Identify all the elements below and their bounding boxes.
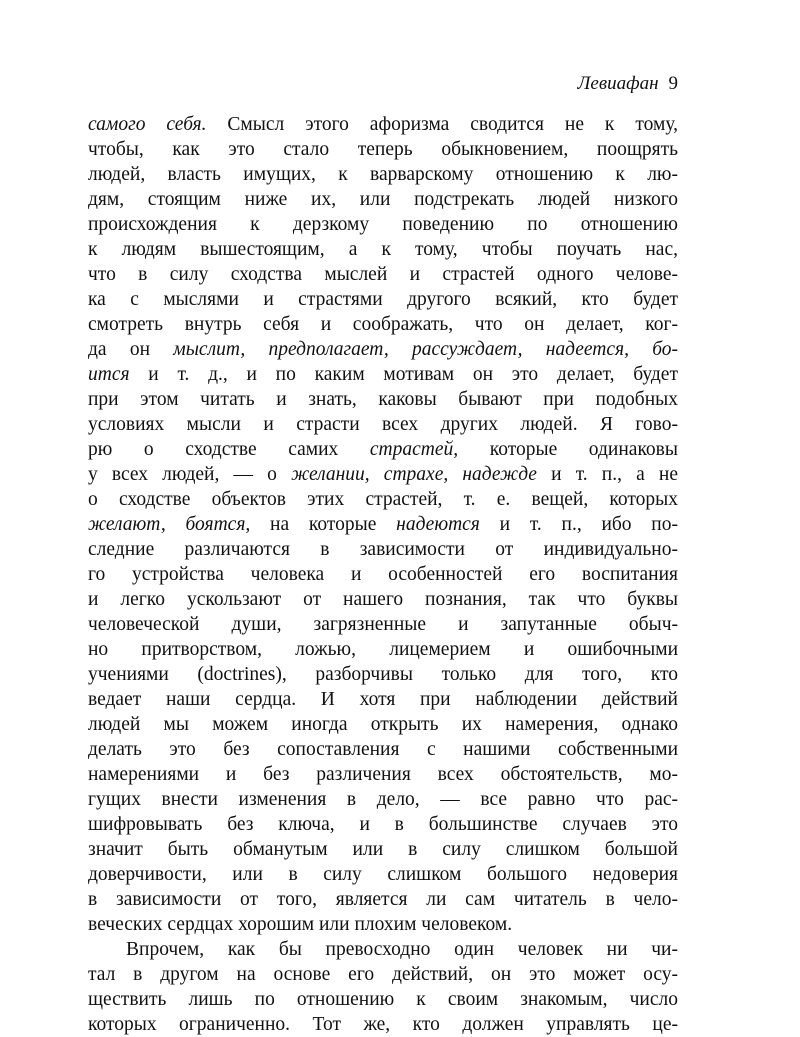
text-run: го устройства человека и особенностей его воспитания [88, 564, 678, 585]
text-run: смотреть внутрь себя и соображать, что он делает, ког- [88, 314, 678, 335]
running-title: Левиафан [577, 73, 659, 94]
text-line [88, 212, 678, 237]
text-line [88, 112, 678, 137]
text-line [88, 137, 678, 162]
text-line [88, 887, 678, 912]
text-run: что в силу сходства мыслей и страстей одного челове- [88, 264, 678, 285]
text-line [88, 387, 678, 412]
text-run: и т. п., ибо по- [479, 514, 678, 535]
text-line [88, 937, 678, 962]
text-line [88, 737, 678, 762]
text-line [88, 837, 678, 862]
page-number: 9 [668, 73, 678, 94]
italic-text: самого себя. [88, 114, 207, 135]
italic-text: надеются [396, 514, 480, 535]
text-line [88, 712, 678, 737]
text-line [88, 487, 678, 512]
text-line [88, 787, 678, 812]
text-run: которых ограниченно. Тот же, кто должен управлять це- [88, 1014, 678, 1035]
text-run: человеческой души, загрязненные и запутанные обыч- [88, 614, 678, 635]
text-line [88, 862, 678, 887]
text-run: рю о сходстве самих [88, 439, 370, 460]
text-run: людей, власть имущих, к варварскому отношению к лю- [88, 164, 678, 185]
text-line [88, 512, 678, 537]
text-run: и т. д., и по каким мотивам он это делает, будет [129, 364, 678, 385]
text-run: ведает наши сердца. И хотя при наблюдении действий [88, 689, 678, 710]
italic-text: мыслит, предполагает, рассуждает, надеется, бо- [173, 339, 678, 360]
text-run: следние различаются в зависимости от индивидуально- [88, 539, 678, 560]
text-run: и т. п., а не [536, 464, 678, 485]
text-line [88, 1012, 678, 1037]
text-run: при этом читать и знать, каковы бывают при подобных [88, 389, 678, 410]
text-run: которые одинаковы [458, 439, 678, 460]
text-run: о сходстве объектов этих страстей, т. е. вещей, которых [88, 489, 678, 510]
running-header [88, 70, 678, 98]
text-run: тал в другом на основе его действий, он это может осу- [88, 964, 678, 985]
body-text [88, 112, 678, 1037]
text-run: но притворством, ложью, лицемерием и ошибочными [88, 639, 678, 660]
text-line [88, 362, 678, 387]
text-line [88, 437, 678, 462]
text-run: в зависимости от того, является ли сам читатель в чело- [88, 889, 678, 910]
text-run: людей мы можем иногда открыть их намерения, однако [88, 714, 678, 735]
text-run: ка с мыслями и страстями другого всякий, кто будет [88, 289, 678, 310]
text-line [88, 412, 678, 437]
text-line [88, 187, 678, 212]
text-line [88, 762, 678, 787]
text-line [88, 587, 678, 612]
text-run: дям, стоящим ниже их, или подстрекать людей низкого [88, 189, 678, 210]
text-run: гущих внести изменения в дело, — все равно что рас- [88, 789, 678, 810]
text-line [88, 237, 678, 262]
text-line [88, 537, 678, 562]
text-run: ществить лишь по отношению к своим знакомым, число [88, 989, 678, 1010]
text-run: учениями (doctrines), разборчивы только для того, кто [88, 664, 678, 685]
text-run: к людям вышестоящим, а к тому, чтобы поучать нас, [88, 239, 678, 260]
text-line [88, 637, 678, 662]
text-line [88, 962, 678, 987]
text-line [88, 612, 678, 637]
text-run: делать это без сопоставления с нашими собственными [88, 739, 678, 760]
text-run: у всех людей, — о [88, 464, 292, 485]
text-run: условиях мысли и страсти всех других людей. Я гово- [88, 414, 678, 435]
text-line [88, 662, 678, 687]
text-run: на которые [250, 514, 397, 535]
italic-text: ится [88, 364, 130, 385]
text-line [88, 262, 678, 287]
italic-text: желании, страхе, надежде [291, 464, 537, 485]
text-run: доверчивости, или в силу слишком большого недоверия [88, 864, 678, 885]
italic-text: желают, боятся, [88, 514, 251, 535]
text-line [88, 812, 678, 837]
text-run: значит быть обманутым или в силу слишком большой [88, 839, 678, 860]
text-run: происхождения к дерзкому поведению по отношению [88, 214, 678, 235]
text-run: да он [88, 339, 174, 360]
text-run: чтобы, как это стало теперь обыкновением, поощрять [88, 139, 678, 160]
italic-text: страстей, [369, 439, 459, 460]
text-run: веческих сердцах хорошим или плохим человеком. [88, 914, 513, 935]
text-run: и легко ускользают от нашего познания, так что буквы [88, 589, 678, 610]
text-line [88, 287, 678, 312]
text-run: Впрочем, как бы превосходно один человек ни чи- [126, 939, 678, 960]
text-line [88, 562, 678, 587]
text-run: намерениями и без различения всех обстоятельств, мо- [88, 764, 678, 785]
text-line [88, 912, 678, 937]
text-run: шифровывать без ключа, и в большинстве случаев это [88, 814, 678, 835]
text-line [88, 162, 678, 187]
text-line [88, 462, 678, 487]
text-line [88, 687, 678, 712]
text-line [88, 337, 678, 362]
text-run: Смысл этого афоризма сводится не к тому, [206, 114, 678, 135]
text-line [88, 312, 678, 337]
